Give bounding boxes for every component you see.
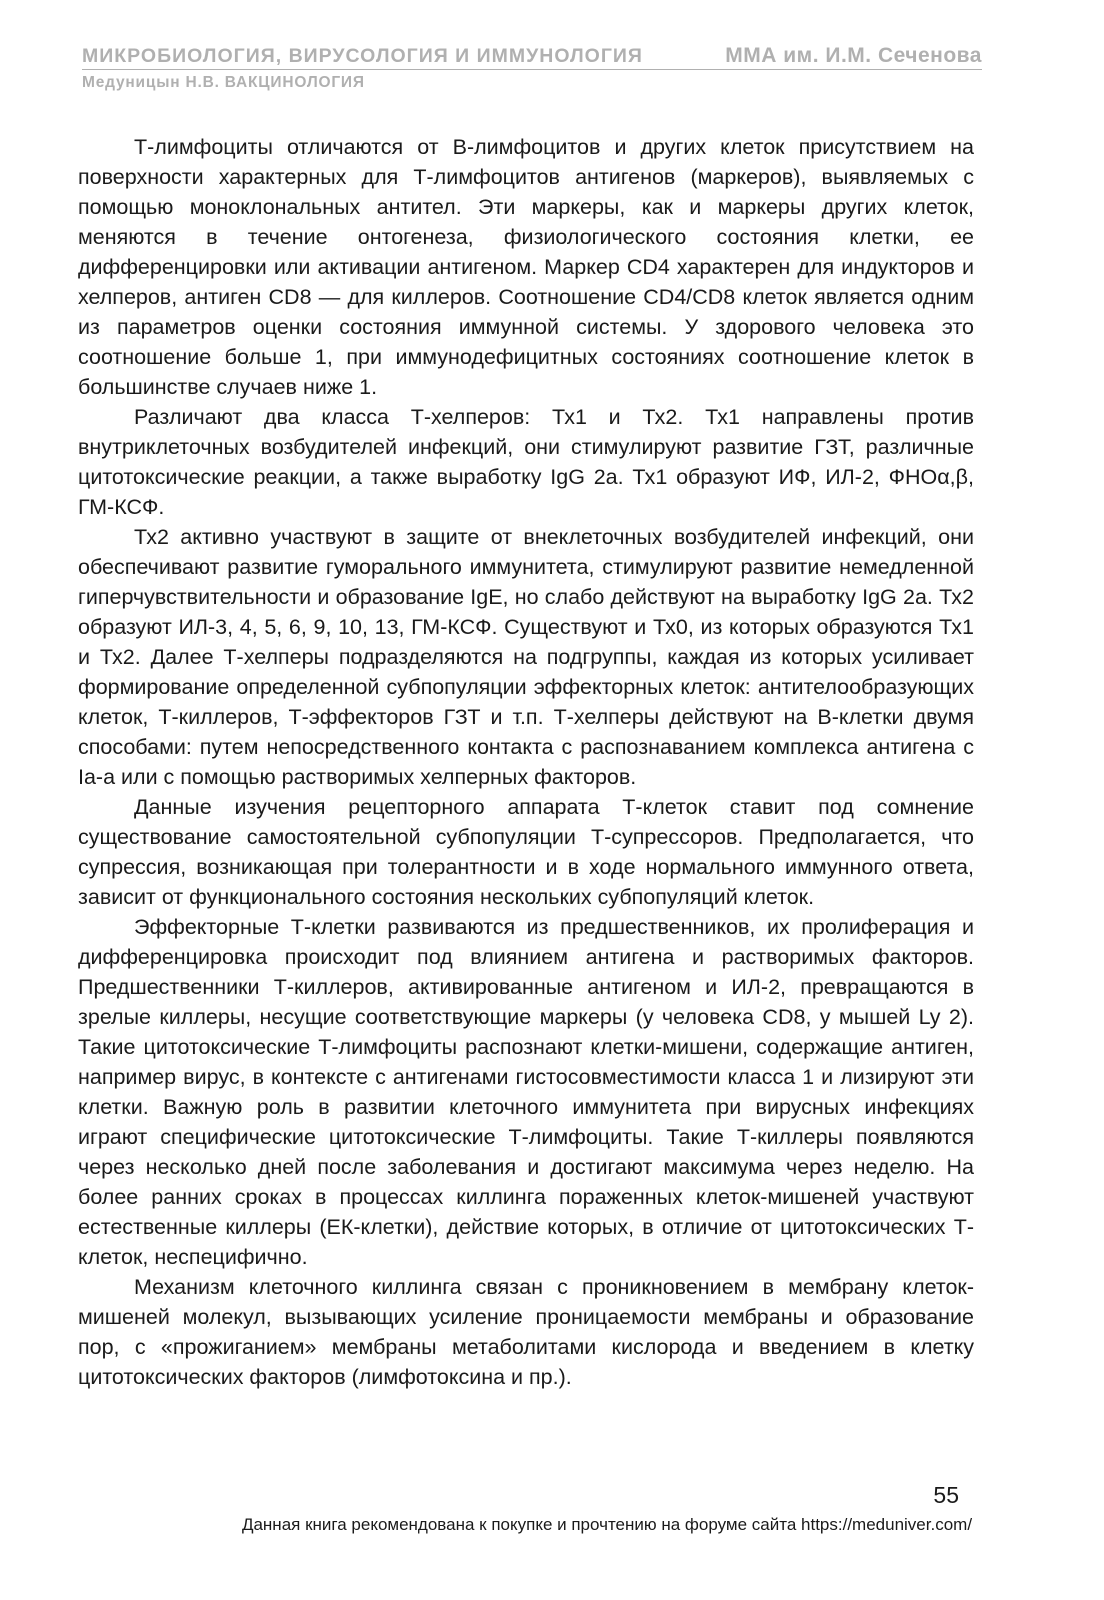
header-institution: ММА им. И.М. Сеченова — [725, 44, 982, 67]
page-number: 55 — [933, 1482, 959, 1508]
paragraph: Т-лимфоциты отличаются от В-лимфоцитов и других клеток присутствием на поверхности характерных для Т-лимфоцитов антигенов (маркеров), выявляемых с помощью моноклональных антител. Эти маркеры, как и маркеры других клеток, меняются в течение онтогенеза, физиологического состояния клетки, ее дифференцировки или активации антигеном. Маркер CD4 характерен для индукторов и хелперов, антиген CD8 — для киллеров. Соотношение CD4/CD8 клеток является одним из параметров оценки состояния иммунной системы. У здорового человека это соотношение больше 1, при иммунодефицитных состояниях соотношение клеток в большинстве случаев ниже 1. — [78, 135, 974, 399]
page-header — [82, 44, 982, 92]
header-book-title: Медуницын Н.В. ВАКЦИНОЛОГИЯ — [82, 74, 365, 91]
paragraph: Тх2 активно участвуют в защите от внеклеточных возбудителей инфекций, они обеспечивают развитие гуморального иммунитета, стимулируют развитие немедленной гиперчувствительности и образование IgE, но слабо действуют на выработку IgG 2a. Тх2 образуют ИЛ-3, 4, 5, 6, 9, 10, 13, ГМ-КСФ. Существуют и Тх0, из которых образуются Тх1 и Тх2. Далее Т-хелперы подразделяются на подгруппы, каждая из которых усиливает формирование определенной субпопуляции эффекторных клеток: антителообразующих клеток, Т-киллеров, Т-эффекторов ГЗТ и т.п. Т-хелперы действуют на В-клетки двумя способами: путем непосредственного контакта с распознаванием комплекса антигена с Ia-a или с помощью растворимых хелперных факторов. — [78, 525, 974, 789]
header-subject-title: МИКРОБИОЛОГИЯ, ВИРУСОЛОГИЯ И ИММУНОЛОГИЯ — [82, 45, 643, 67]
header-title-row — [82, 44, 982, 70]
paragraph: Данные изучения рецепторного аппарата Т-клеток ставит под сомнение существование самостоятельной субпопуляции Т-супрессоров. Предполагается, что супрессия, возникающая при толерантности и в ходе нормального иммунного ответа, зависит от функционального состояния нескольких субпопуляций клеток. — [78, 795, 974, 909]
page-body — [78, 132, 974, 1392]
paragraph: Различают два класса Т-хелперов: Тх1 и Тх2. Тх1 направлены против внутриклеточных возбудителей инфекций, они стимулируют развитие ГЗТ, различные цитотоксические реакции, а также выработку IgG 2a. Тх1 образуют ИФ, ИЛ-2, ФНОα,β, ГМ-КСФ. — [78, 405, 974, 519]
paragraph: Эффекторные Т-клетки развиваются из предшественников, их пролиферация и дифференцировка происходит под влиянием антигена и растворимых факторов. Предшественники Т-киллеров, активированные антигеном и ИЛ-2, превращаются в зрелые киллеры, несущие соответствующие маркеры (у человека CD8, у мышей Ly 2). Такие цитотоксические Т-лимфоциты распознают клетки-мишени, содержащие антиген, например вирус, в контексте с антигенами гистосовместимости класса 1 и лизируют эти клетки. Важную роль в развитии клеточного иммунитета при вирусных инфекциях играют специфические цитотоксические Т-лимфоциты. Такие Т-киллеры появляются через несколько дней после заболевания и достигают максимума через неделю. На более ранних сроках в процессах киллинга пораженных клеток-мишеней участвуют естественные киллеры (ЕК-клетки), действие которых, в отличие от цитотоксических Т-клеток, неспецифично. — [78, 915, 974, 1269]
footer-note: Данная книга рекомендована к покупке и прочтению на форуме сайта https://meduniver.com/ — [241, 1515, 973, 1534]
paragraph: Механизм клеточного киллинга связан с проникновением в мембрану клеток-мишеней молекул, вызывающих усиление проницаемости мембраны и образование пор, с «прожиганием» мембраны метаболитами кислорода и введением в клетку цитотоксических факторов (лимфотоксина и пр.). — [78, 1275, 974, 1389]
